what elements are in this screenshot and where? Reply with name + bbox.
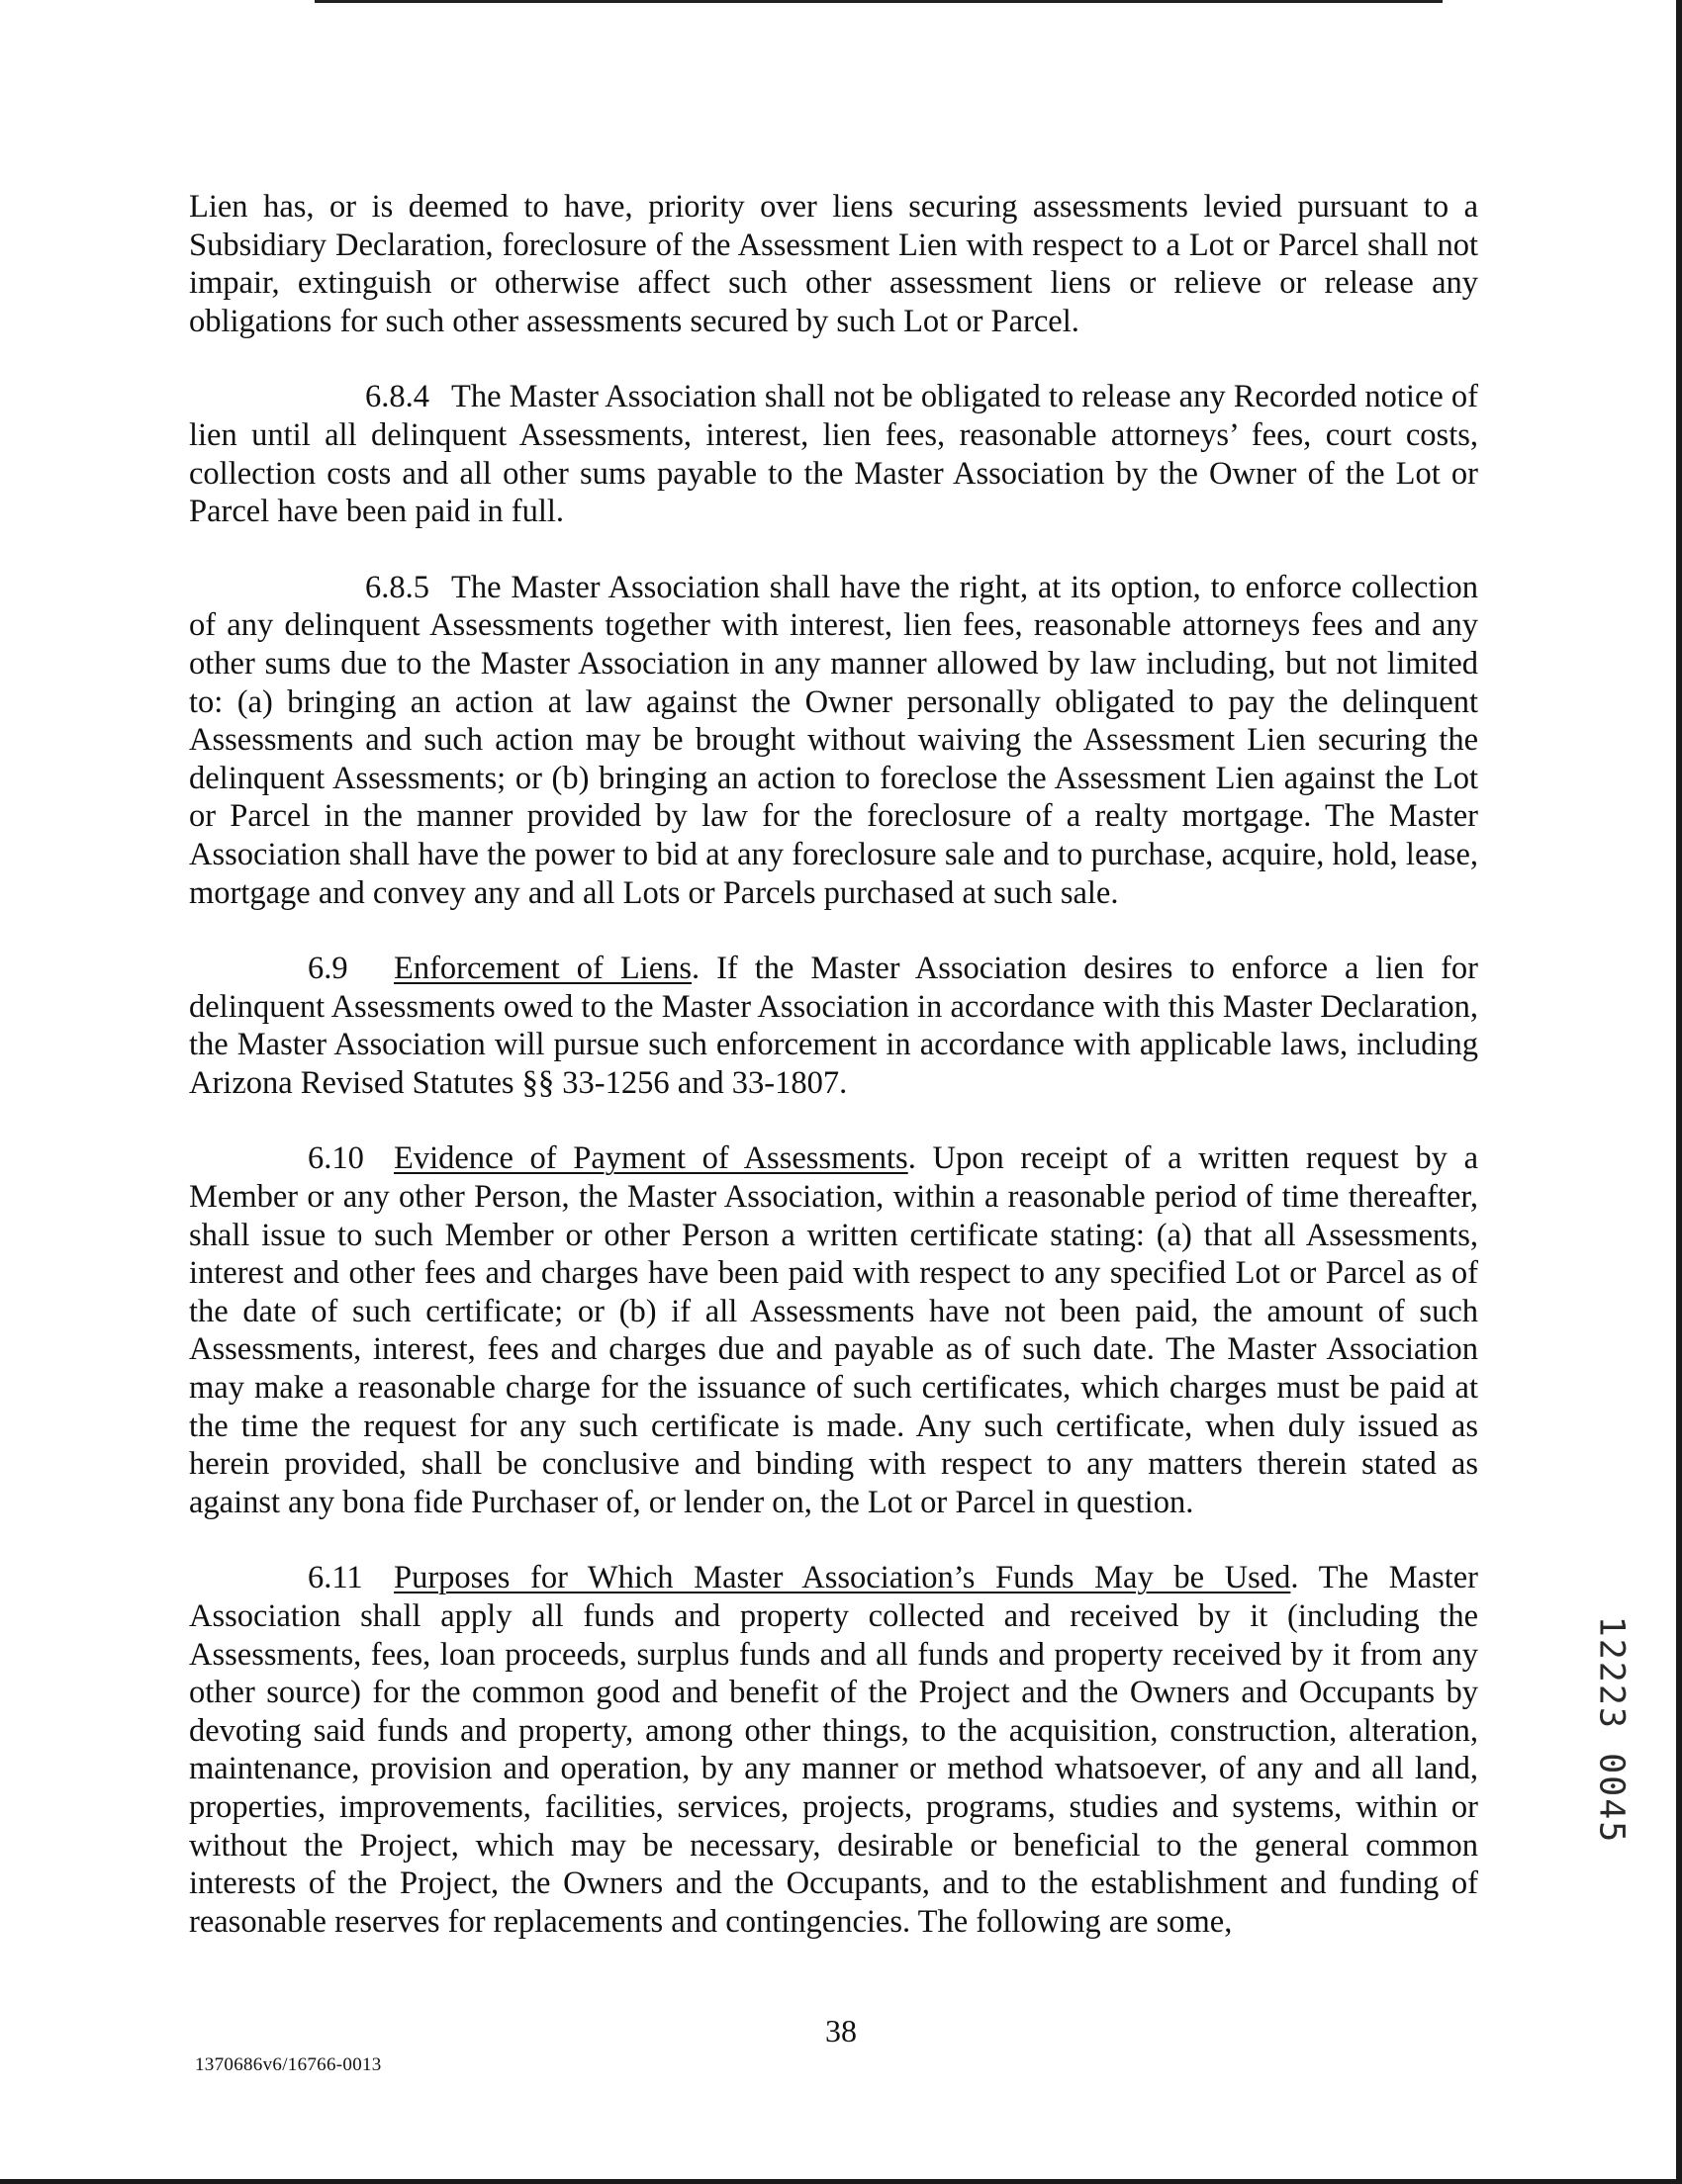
paragraph-text: . If the Master Association desires to enforce a lien for delinquent Assessments owed to the Master Association in accordance with this Master Declaration, the Master Association will pursue such enforcement in accordance with applicable laws, including Arizona Revised Statutes §§ 33-1256 and 33-1807. bbox=[189, 951, 1479, 1101]
section-title: Enforcement of Liens bbox=[394, 951, 693, 987]
section-title: Purposes for Which Master Association’s Funds May be Used bbox=[394, 1560, 1291, 1596]
right-scan-edge bbox=[1676, 0, 1682, 2184]
section-number: 6.8.4 bbox=[365, 379, 429, 415]
page-number: 38 bbox=[825, 2013, 857, 2048]
paragraph-text: . Upon receipt of a written request by a Member or any other Person, the Master Association, within a reasonable period of time thereafter, shall issue to such Member or other Person a written certificate stating: (a) that all Assessments, interest and other fees and charges have been paid with respect to any specified Lot or Parcel as of the date of such certificate; or (b) if all Assessments have not been paid, the amount of such Assessments, interest, fees and charges due and payable as of such date. The Master Association may make a reasonable charge for the issuance of such certificates, which charges must be paid at the time the request for any such certificate is made. Any such certificate, when duly issued as herein provided, shall be conclusive and binding with respect to any matters therein stated as against any bona fide Purchaser of, or lender on, the Lot or Parcel in question. bbox=[189, 1140, 1478, 1520]
section-title: Evidence of Payment of Assessments bbox=[394, 1140, 908, 1177]
paragraph-text: Lien has, or is deemed to have, priority over liens securing assessments levied pursuant to a Subsidiary Declaration, foreclosure of the Assessment Lien with respect to a Lot or Parcel shall not impair, extinguish or otherwise affect such other assessment liens or relieve or release any obligations for such other assessments secured by such Lot or Parcel. bbox=[189, 189, 1478, 339]
paragraph-text: The Master Association shall not be obligated to release any Recorded notice of lien until all delinquent Assessments, interest, lien fees, reasonable attorneys’ fees, court costs, collection costs and all other sums payable to the Master Association by the Owner of the Lot or Parcel have been paid in full. bbox=[189, 379, 1478, 530]
paragraph-lien-continuation bbox=[189, 188, 1478, 340]
bottom-scan-edge bbox=[0, 2179, 1682, 2184]
document-id: 1370686v6/16766-0013 bbox=[195, 2054, 382, 2075]
paragraph-6-11 bbox=[189, 1559, 1478, 1941]
section-number: 6.8.5 bbox=[365, 569, 429, 605]
recording-stamp-text: 12223 0045 bbox=[1591, 1615, 1631, 1845]
paragraph-6-10 bbox=[189, 1139, 1478, 1521]
paragraph-text: . The Master Association shall apply all funds and property collected and received by it (including the Assessments, fees, loan proceeds, surplus funds and all funds and property received by it from any other source) for the common good and benefit of the Project and the Owners and Occupants by devoting said funds and property, among other things, to the acquisition, construction, alteration, maintenance, provision and operation, by any manner or method whatsoever, of any and all land, properties, improvements, facilities, services, projects, programs, studies and systems, within or without the Project, which may be necessary, desirable or beneficial to the general common interests of the Project, the Owners and the Occupants, and to the establishment and funding of reasonable reserves for replacements and contingencies. The following are some, bbox=[189, 1560, 1478, 1940]
paragraph-6-8-5 bbox=[189, 569, 1478, 912]
document-body bbox=[189, 188, 1478, 1978]
section-number: 6.9 bbox=[308, 951, 348, 987]
top-scan-rule bbox=[315, 0, 1443, 3]
section-number: 6.11 bbox=[308, 1560, 363, 1596]
section-number: 6.10 bbox=[308, 1140, 364, 1177]
paragraph-6-8-4 bbox=[189, 378, 1478, 530]
paragraph-6-9 bbox=[189, 950, 1478, 1102]
paragraph-text: The Master Association shall have the right, at its option, to enforce collection of any delinquent Assessments together with interest, lien fees, reasonable attorneys fees and any other sums due to the Master Association in any manner allowed by law including, but not limited to: (a) bringing an action at law against the Owner personally obligated to pay the delinquent Assessments and such action may be brought without waiving the Assessment Lien securing the delinquent Assessments; or (b) bringing an action to foreclose the Assessment Lien against the Lot or Parcel in the manner provided by law for the foreclosure of a realty mortgage. The Master Association shall have the power to bid at any foreclosure sale and to purchase, acquire, hold, lease, mortgage and convey any and all Lots or Parcels purchased at such sale. bbox=[189, 569, 1478, 911]
recording-stamp bbox=[1589, 1596, 1633, 1864]
